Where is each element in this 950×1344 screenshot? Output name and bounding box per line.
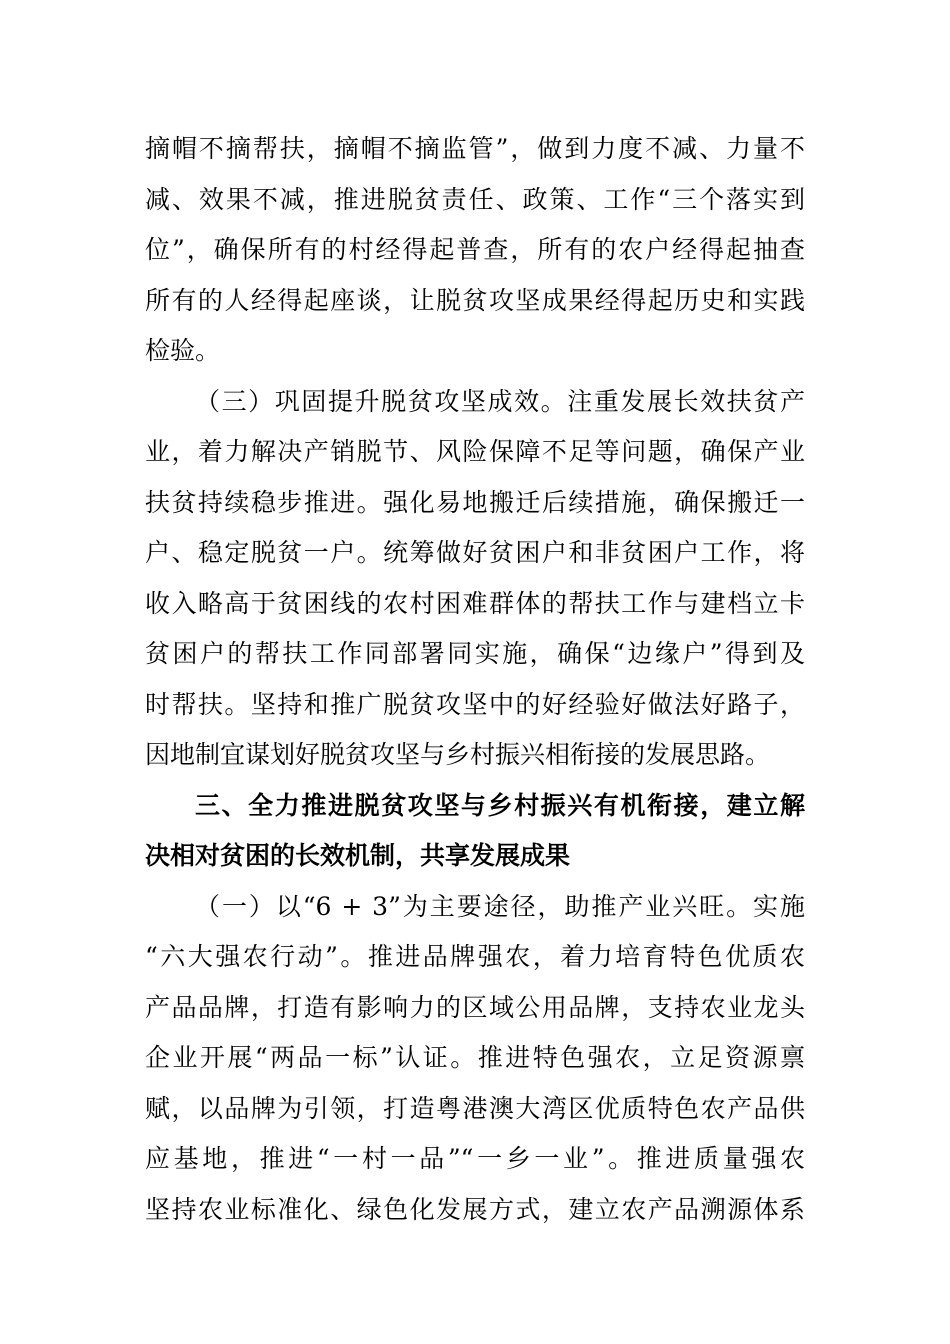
body-line-12: 时帮扶。坚持和推广脱贫攻坚中的好经验好做法好路子， bbox=[145, 690, 805, 719]
body-line-2: 减、效果不减，推进脱贫责任、政策、工作“三个落实到 bbox=[145, 185, 805, 214]
body-line-7: 业，着力解决产销脱节、风险保障不足等问题，确保产业 bbox=[145, 437, 805, 466]
body-line-8: 扶贫持续稳步推进。强化易地搬迁后续措施，确保搬迁一 bbox=[145, 488, 805, 517]
body-line-17: “六大强农行动”。推进品牌强农，着力培育特色优质农 bbox=[145, 942, 805, 971]
body-line-21: 应基地，推进“一村一品”“一乡一业”。推进质量强农 bbox=[145, 1144, 805, 1173]
body-line-1: 摘帽不摘帮扶，摘帽不摘监管”，做到力度不减、力量不 bbox=[145, 134, 805, 163]
body-line-10: 收入略高于贫困线的农村困难群体的帮扶工作与建档立卡 bbox=[145, 589, 805, 618]
body-line-4: 所有的人经得起座谈，让脱贫攻坚成果经得起历史和实践 bbox=[145, 286, 805, 315]
body-line-22: 坚持农业标准化、绿色化发展方式，建立农产品溯源体系 bbox=[145, 1195, 805, 1224]
body-line-20: 赋，以品牌为引领，打造粤港澳大湾区优质特色农产品供 bbox=[145, 1094, 805, 1123]
body-line-5: 检验。 bbox=[145, 336, 221, 365]
body-line-9: 户、稳定脱贫一户。统筹做好贫困户和非贫困户工作，将 bbox=[145, 538, 805, 567]
body-line-16: （一）以“6 + 3”为主要途径，助推产业兴旺。实施 bbox=[195, 892, 805, 921]
section-heading-line-2: 决相对贫困的长效机制，共享发展成果 bbox=[145, 841, 571, 870]
section-heading-line-1: 三、全力推进脱贫攻坚与乡村振兴有机衔接，建立解 bbox=[195, 791, 805, 820]
body-line-13: 因地制宜谋划好脱贫攻坚与乡村振兴相衔接的发展思路。 bbox=[145, 740, 771, 769]
body-line-6: （三）巩固提升脱贫攻坚成效。注重发展长效扶贫产 bbox=[195, 387, 805, 416]
body-line-3: 位”，确保所有的村经得起普查，所有的农户经得起抽查 bbox=[145, 235, 805, 264]
body-line-11: 贫困户的帮扶工作同部署同实施，确保“边缘户”得到及 bbox=[145, 639, 805, 668]
body-line-18: 产品品牌，打造有影响力的区域公用品牌，支持农业龙头 bbox=[145, 993, 805, 1022]
body-line-19: 企业开展“两品一标”认证。推进特色强农，立足资源禀 bbox=[145, 1043, 805, 1072]
